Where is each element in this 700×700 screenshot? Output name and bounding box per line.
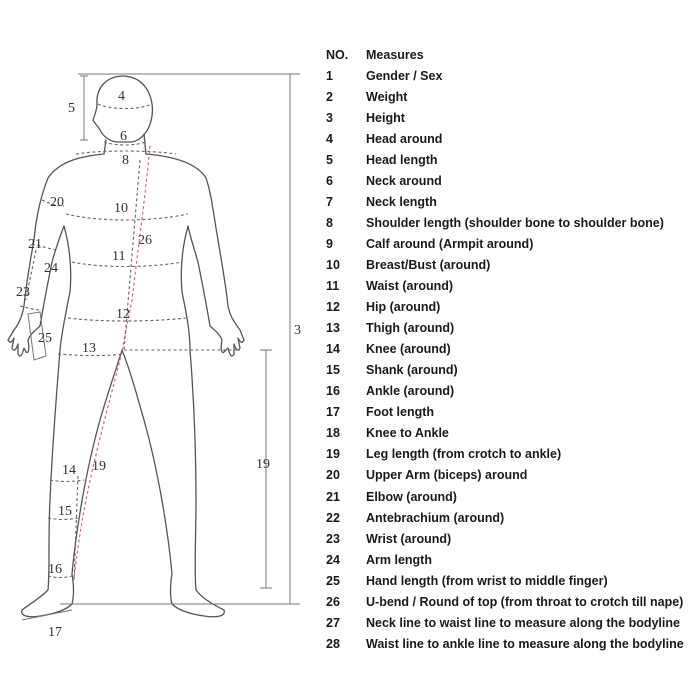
- legend-row-number: 7: [326, 194, 333, 209]
- legend-row-measure: Breast/Bust (around): [366, 257, 491, 272]
- legend-row-measure: Elbow (around): [366, 489, 457, 504]
- legend-row: [326, 170, 700, 191]
- legend-row: [326, 528, 700, 549]
- legend-row-measure: Thigh (around): [366, 321, 455, 336]
- legend-row-number: 1: [326, 68, 333, 83]
- legend-row-measure: Shoulder length (shoulder bone to shoulder bone): [366, 215, 664, 230]
- legend-row-measure: Gender / Sex: [366, 68, 443, 83]
- legend-row: [326, 381, 700, 402]
- legend-row: [326, 191, 700, 212]
- label-19-right: 19: [256, 457, 270, 472]
- legend-row: [326, 633, 700, 654]
- label-16: 16: [48, 562, 62, 577]
- legend-row-number: 5: [326, 152, 333, 167]
- legend-row-measure: Shank (around): [366, 363, 458, 378]
- legend-row: [326, 65, 700, 86]
- legend-row-measure: Calf around (Armpit around): [366, 236, 534, 251]
- legend-row-number: 28: [326, 636, 340, 651]
- legend-row: [326, 276, 700, 297]
- measures-legend: [326, 44, 700, 654]
- legend-row: [326, 360, 700, 381]
- legend-row: [326, 444, 700, 465]
- legend-row-measure: Arm length: [366, 552, 432, 567]
- label-19-left: 19: [92, 459, 106, 474]
- legend-row-number: 4: [326, 131, 333, 146]
- header-no: NO.: [326, 47, 349, 62]
- legend-row-number: 21: [326, 489, 340, 504]
- legend-row-measure: Knee (around): [366, 342, 451, 357]
- legend-row-measure: Neck line to waist line to measure along the bodyline: [366, 615, 680, 630]
- label-21: 21: [28, 237, 42, 252]
- legend-row-measure: Hand length (from wrist to middle finger): [366, 573, 608, 588]
- legend-row-measure: Height: [366, 110, 405, 125]
- legend-row-measure: U-bend / Round of top (from throat to crotch till nape): [366, 594, 684, 609]
- legend-row-number: 18: [326, 426, 340, 441]
- legend-row-number: 25: [326, 573, 340, 588]
- legend-row-number: 16: [326, 384, 340, 399]
- legend-row-number: 15: [326, 363, 340, 378]
- legend-row-number: 20: [326, 468, 340, 483]
- legend-row-number: 27: [326, 615, 340, 630]
- label-25: 25: [38, 331, 52, 346]
- label-24: 24: [44, 261, 58, 276]
- legend-row-measure: Leg length (from crotch to ankle): [366, 447, 562, 462]
- legend-row-measure: Head length: [366, 152, 438, 167]
- legend-row-number: 17: [326, 405, 340, 420]
- legend-row: [326, 318, 700, 339]
- label-26: 26: [138, 233, 152, 248]
- legend-row-measure: Neck around: [366, 173, 442, 188]
- legend-row: [326, 507, 700, 528]
- legend-header: [326, 44, 700, 65]
- legend-row-measure: Neck length: [366, 194, 437, 209]
- legend-row: [326, 149, 700, 170]
- legend-row-number: 22: [326, 510, 340, 525]
- legend-row: [326, 128, 700, 149]
- label-20: 20: [50, 195, 64, 210]
- legend-row-number: 11: [326, 279, 340, 294]
- legend-row-number: 3: [326, 110, 333, 125]
- legend-row-measure: Antebrachium (around): [366, 510, 505, 525]
- legend-row-number: 9: [326, 236, 333, 251]
- legend-row: [326, 212, 700, 233]
- legend-row: [326, 107, 700, 128]
- label-13: 13: [82, 341, 96, 356]
- label-5: 5: [68, 101, 75, 116]
- legend-row-measure: Hip (around): [366, 300, 441, 315]
- header-measures: Measures: [366, 47, 424, 62]
- label-6: 6: [120, 129, 127, 144]
- legend-row: [326, 233, 700, 254]
- legend-row: [326, 254, 700, 275]
- label-17: 17: [48, 625, 62, 640]
- legend-row-number: 26: [326, 594, 340, 609]
- legend-row: [326, 570, 700, 591]
- legend-row-measure: Upper Arm (biceps) around: [366, 468, 528, 483]
- label-3: 3: [294, 323, 301, 338]
- legend-row-measure: Ankle (around): [366, 384, 455, 399]
- legend-row-measure: Head around: [366, 131, 443, 146]
- legend-row-measure: Weight: [366, 89, 408, 104]
- label-10: 10: [114, 201, 128, 216]
- legend-row: [326, 423, 700, 444]
- legend-row-number: 13: [326, 321, 340, 336]
- legend-row-number: 19: [326, 447, 340, 462]
- legend-row: [326, 486, 700, 507]
- legend-row: [326, 591, 700, 612]
- legend-row-number: 2: [326, 89, 333, 104]
- label-12: 12: [116, 307, 130, 322]
- label-14: 14: [62, 463, 76, 478]
- legend-row: [326, 612, 700, 633]
- legend-row-number: 12: [326, 300, 340, 315]
- legend-row: [326, 297, 700, 318]
- legend-row: [326, 549, 700, 570]
- legend-row-number: 10: [326, 257, 340, 272]
- legend-row-measure: Foot length: [366, 405, 435, 420]
- legend-row: [326, 339, 700, 360]
- legend-row-number: 23: [326, 531, 340, 546]
- legend-row-measure: Waist (around): [366, 279, 454, 294]
- legend-row: [326, 402, 700, 423]
- label-15: 15: [58, 504, 72, 519]
- legend-row-number: 14: [326, 342, 340, 357]
- label-11: 11: [112, 249, 126, 264]
- legend-row-number: 8: [326, 215, 333, 230]
- legend-row: [326, 465, 700, 486]
- label-4: 4: [118, 89, 125, 104]
- legend-row-number: 6: [326, 173, 333, 188]
- legend-row-measure: Knee to Ankle: [366, 426, 449, 441]
- legend-row-number: 24: [326, 552, 340, 567]
- legend-row-measure: Waist line to ankle line to measure along the bodyline: [366, 636, 684, 651]
- legend-row: [326, 86, 700, 107]
- body-measurement-figure: [0, 0, 320, 700]
- label-23: 23: [16, 285, 30, 300]
- label-8: 8: [122, 153, 129, 168]
- legend-row-measure: Wrist (around): [366, 531, 452, 546]
